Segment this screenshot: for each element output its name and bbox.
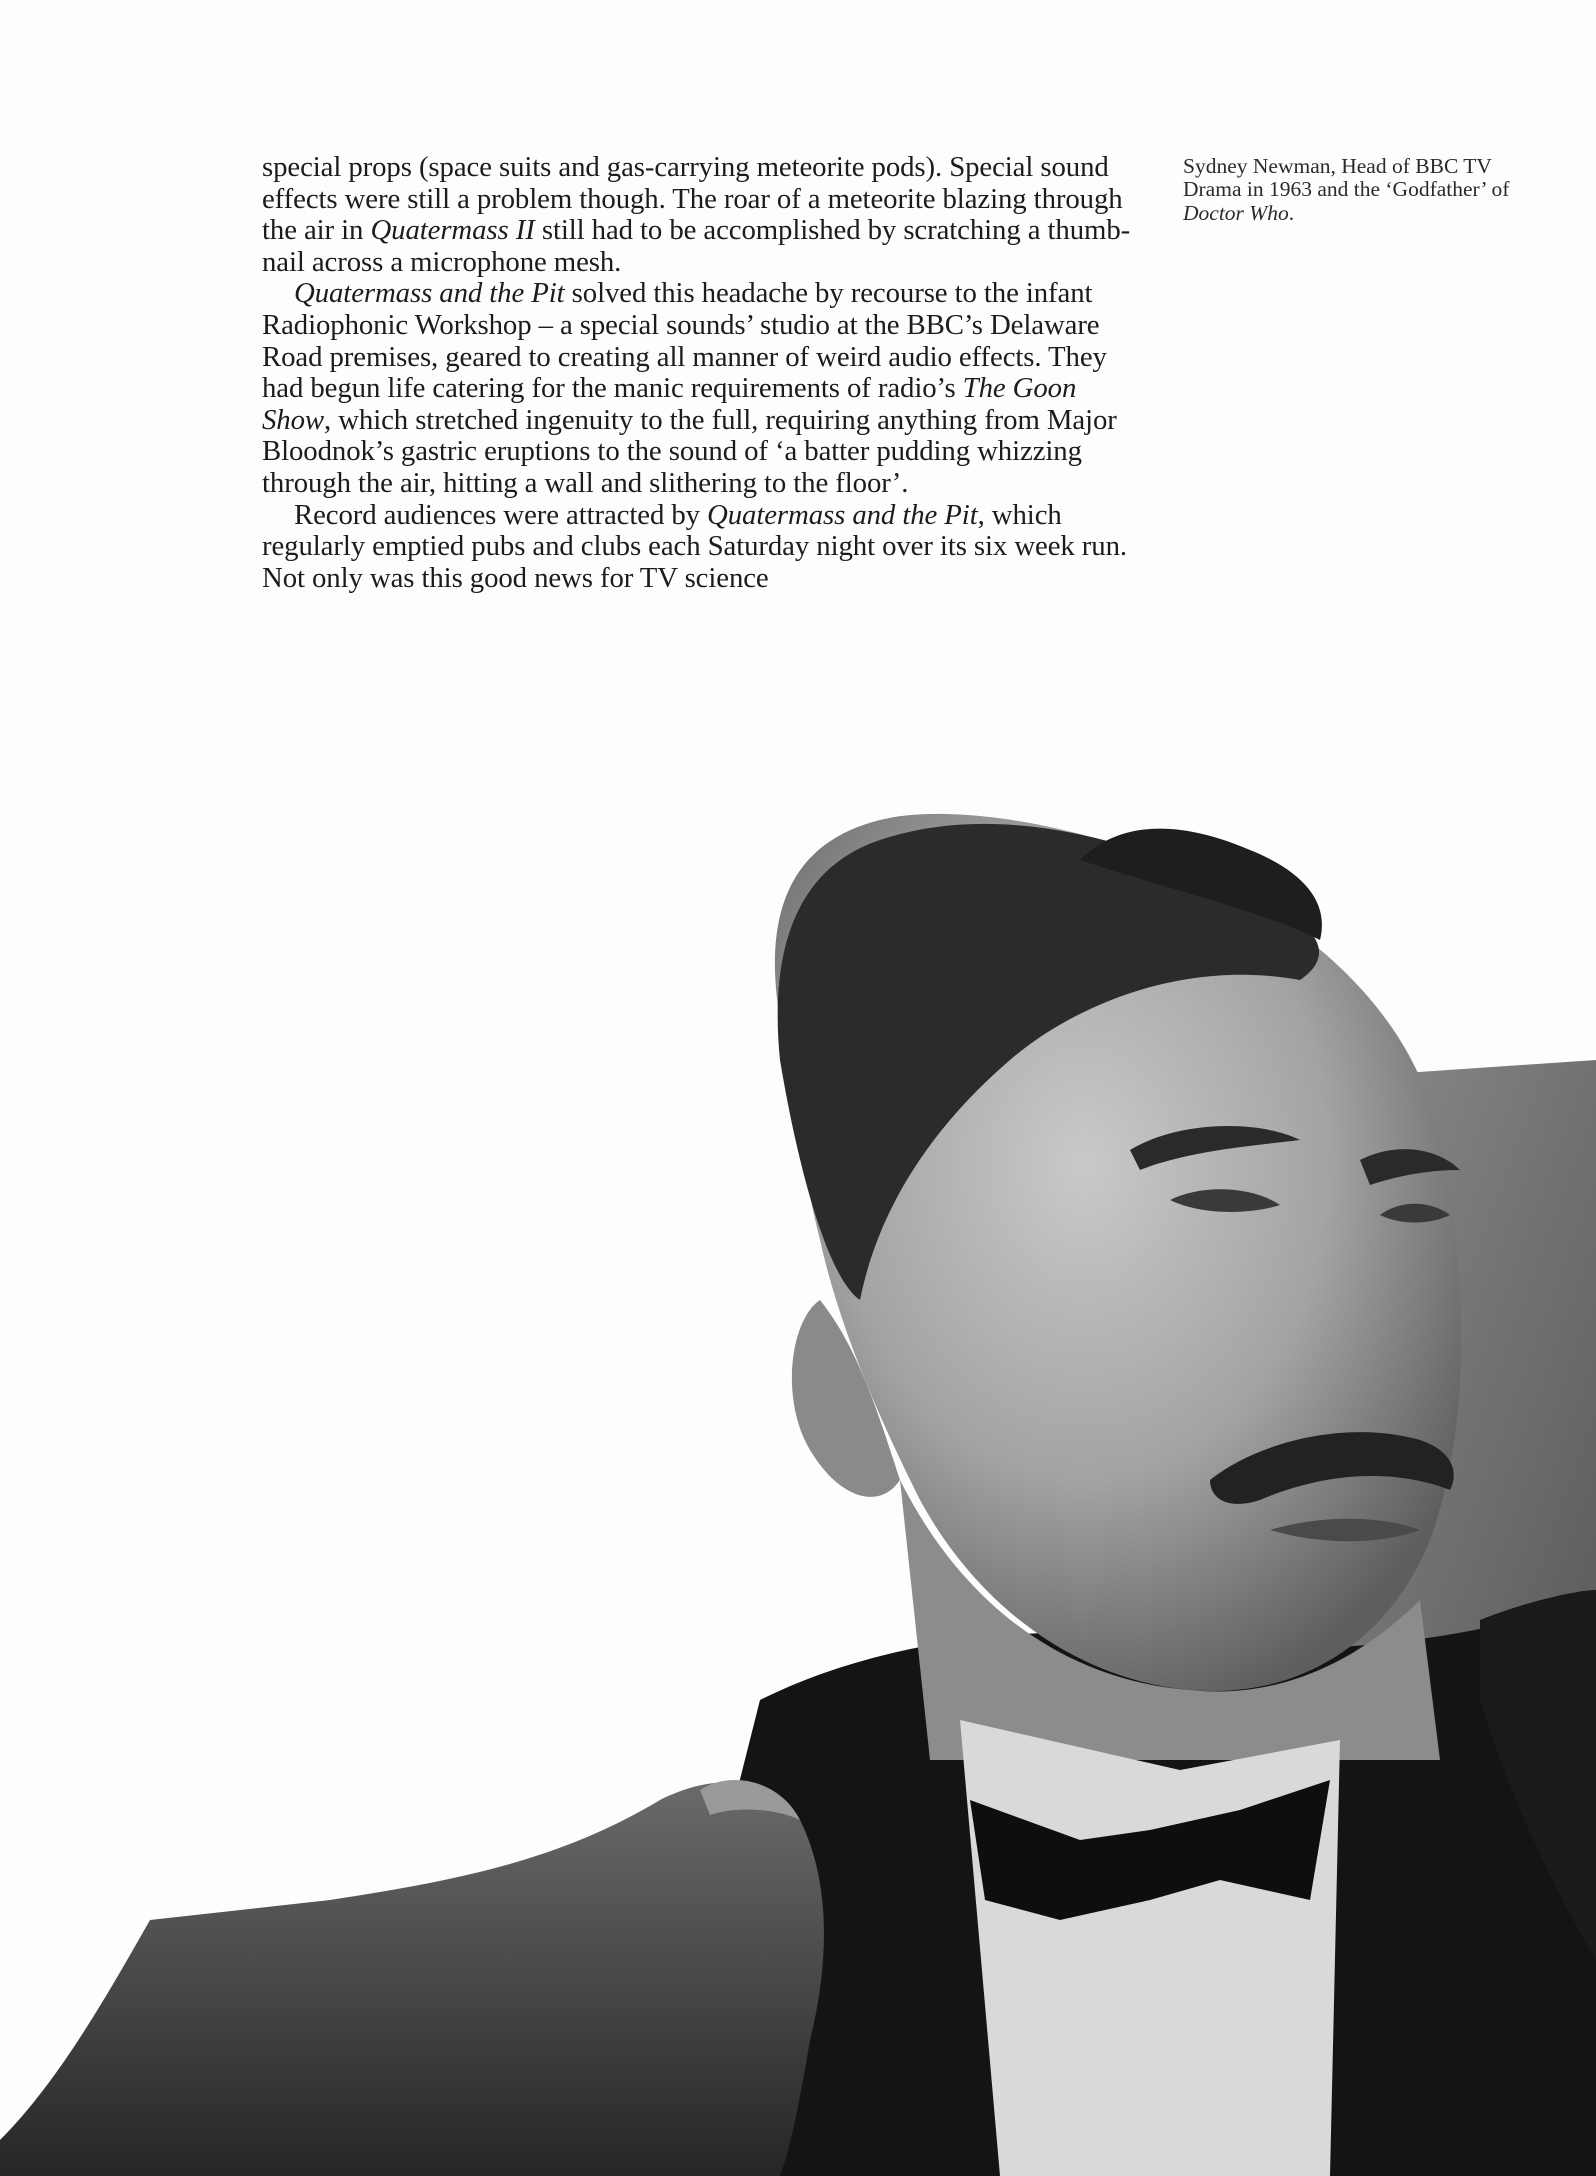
caption-text: . xyxy=(1288,200,1295,225)
italic-title: Quatermass and the Pit xyxy=(707,498,978,531)
caption-text: Sydney Newman, Head of BBC TV Drama in 1963 and the ‘Godfather’ of xyxy=(1183,154,1510,202)
italic-title: Quatermass and the Pit xyxy=(294,277,565,310)
text-run: solved this headache by recourse to the infant Radiophonic Workshop – a special sounds’ studio at the BBC’s Delaware Road premises, geared to creating all manner of weird audio effects. They had begun life catering for the manic requirements of radio’s xyxy=(262,277,1107,405)
italic-title: The Goon Show xyxy=(262,372,1077,436)
text-run: , which regularly emptied pubs and clubs each Saturday night over its six week run. Not only was this good news for TV science xyxy=(262,498,1127,594)
shirt xyxy=(960,1720,1340,2176)
foreground-arm xyxy=(0,1783,824,2176)
text-run: special props (space suits and gas-carrying meteorite pods). Special sound effects were still a problem though. The roar of a meteorite blazing through the air in xyxy=(262,151,1123,247)
italic-title: Quatermass II xyxy=(370,214,535,247)
text-run: , which stretched ingenuity to the full, requiring anything from Major Bloodnok’s gastric eruptions to the sound of ‘a batter pudding whizzing through the air, hitting a wall and slithering to the floor’. xyxy=(262,403,1117,499)
text-run: still had to be accomplished by scratching a thumb-nail across a microphone mesh. xyxy=(262,214,1131,278)
text-run: Record audiences were attracted by xyxy=(294,498,708,531)
caption-italic: Doctor Who xyxy=(1183,200,1289,225)
